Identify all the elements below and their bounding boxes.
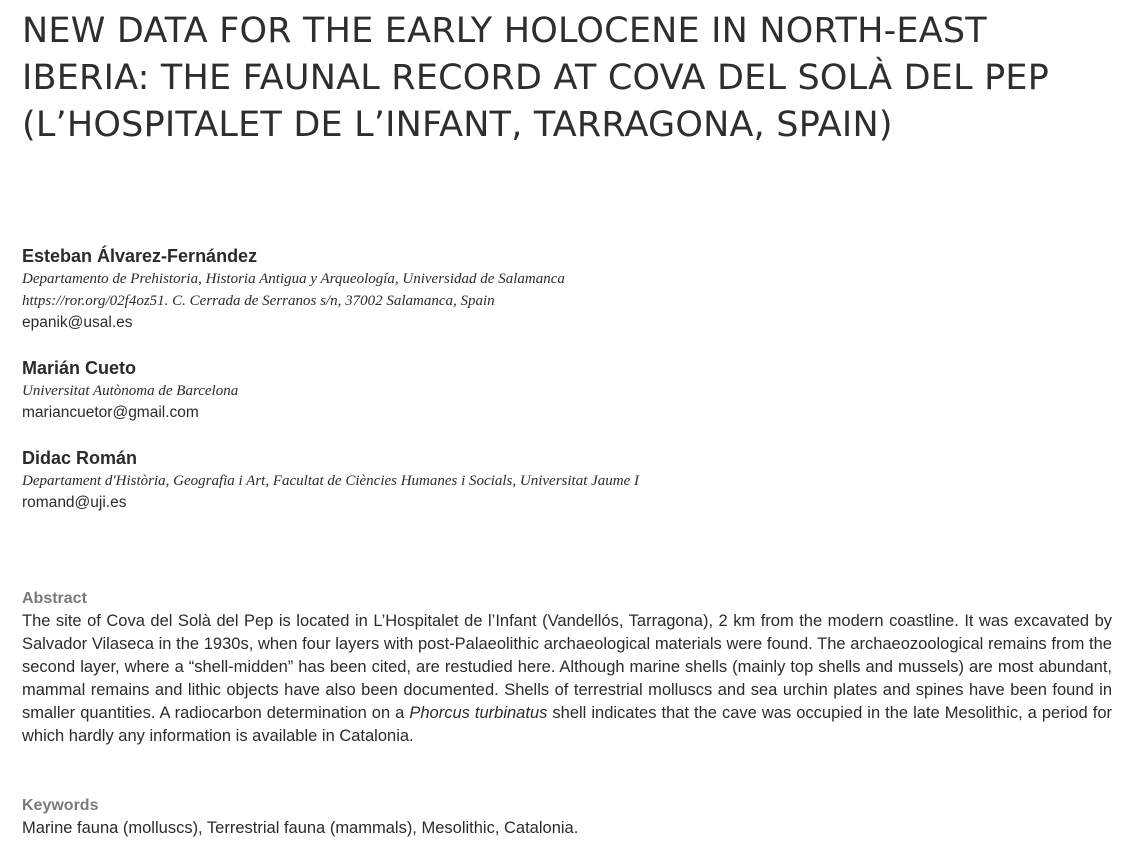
author-name: Marián Cueto — [22, 358, 137, 378]
abstract-section — [22, 588, 1112, 748]
abstract-species-name: Phorcus turbinatus — [409, 704, 548, 722]
author-email[interactable]: romand@uji.es — [22, 494, 127, 511]
author-affiliation: Universitat Autònoma de Barcelona — [22, 383, 239, 399]
keywords-text: Marine fauna (molluscs), Terrestrial fauna (mammals), Mesolithic, Catalonia. — [22, 819, 579, 837]
abstract-text-part1: The site of Cova del Solà del Pep is located in L’Hospitalet de l’Infant (Vandellós, Tarragona), 2 km from the modern coastline. It was excavated by Salvador Vilaseca in the 1930s, when four layers with post-Palaeolithic archaeological materials were found. The archaeozoological remains from the second layer, where a “shell-midden” has been cited, are restudied here. Although marine shells (mainly top shells and mussels) are most abundant, mammal remains and lithic objects have also been documented. Shells of terrestrial molluscs and sea urchin plates and spines have been found in smaller quantities. A radiocarbon determination on a — [22, 612, 1112, 722]
author-entry — [22, 356, 1112, 424]
paper-title: NEW DATA FOR THE EARLY HOLOCENE IN NORTH-EAST IBERIA: THE FAUNAL RECORD AT COVA DEL SOLÀ DEL PEP (L’HOSPITALET DE L’INFANT, TARRAGONA, SPAIN) — [22, 11, 1050, 145]
authors-block — [22, 244, 1112, 536]
abstract-text-part2: shell indicates that the cave was occupied in the late Mesolithic, a period for which hardly any information is available in Catalonia. — [22, 704, 1113, 745]
author-name: Didac Román — [22, 448, 138, 468]
keywords-heading: Keywords — [22, 797, 99, 814]
abstract-heading: Abstract — [22, 590, 87, 607]
author-affiliation-address: https://ror.org/02f4oz51. C. Cerrada de Serranos s/n, 37002 Salamanca, Spain — [22, 293, 495, 309]
author-email[interactable]: epanik@usal.es — [22, 314, 133, 331]
author-entry — [22, 446, 1112, 514]
author-name: Esteban Álvarez-Fernández — [22, 246, 258, 266]
author-entry — [22, 244, 1112, 334]
author-affiliation: Departament d'Història, Geografia i Art, Facultat de Ciències Humanes i Socials, Universitat Jaume I — [22, 473, 640, 489]
abstract-text — [22, 610, 1112, 748]
author-email[interactable]: mariancuetor@gmail.com — [22, 404, 199, 421]
keywords-section — [22, 795, 1112, 840]
paper-page — [22, 8, 1113, 837]
author-affiliation: Departamento de Prehistoria, Historia Antigua y Arqueología, Universidad de Salamanca — [22, 271, 565, 287]
